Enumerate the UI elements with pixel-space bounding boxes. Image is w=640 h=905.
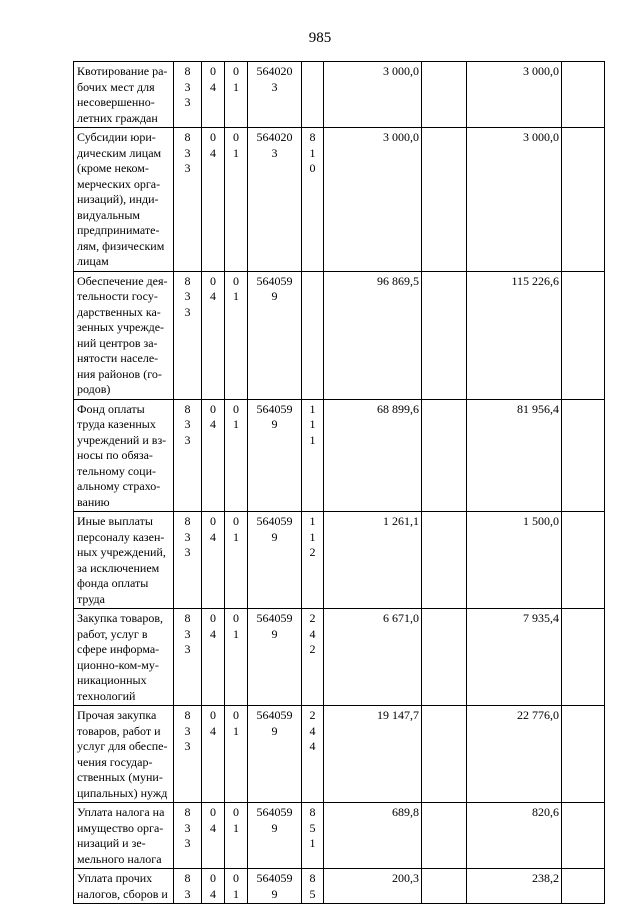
amount-year-2: 820,6 <box>467 803 562 869</box>
expense-type-code: 1 1 1 <box>302 399 324 512</box>
row-name: Квотирование ра- бочих мест для несовершенно- летних граждан <box>74 62 174 128</box>
ministry-code: 8 3 3 <box>174 803 202 869</box>
expense-type-code: 2 4 2 <box>302 609 324 706</box>
section-code: 0 4 <box>202 271 225 399</box>
ministry-code: 8 3 3 <box>174 706 202 803</box>
empty-cell <box>422 609 467 706</box>
amount-year-2: 115 226,6 <box>467 271 562 399</box>
section-code: 0 4 <box>202 609 225 706</box>
expense-type-code: 8 5 1 <box>302 803 324 869</box>
amount-year-1: 19 147,7 <box>324 706 422 803</box>
amount-year-1: 3 000,0 <box>324 62 422 128</box>
ministry-code: 8 3 3 <box>174 512 202 609</box>
table-row <box>74 609 605 706</box>
table-row <box>74 399 605 512</box>
expense-type-code: 2 4 4 <box>302 706 324 803</box>
section-code: 0 4 <box>202 62 225 128</box>
subsection-code: 0 1 <box>225 62 248 128</box>
amount-year-1: 200,3 <box>324 869 422 904</box>
empty-cell <box>422 512 467 609</box>
ministry-code: 8 3 3 <box>174 128 202 272</box>
amount-year-2: 3 000,0 <box>467 62 562 128</box>
subsection-code: 0 1 <box>225 609 248 706</box>
row-name: Уплата прочих налогов, сборов и <box>74 869 174 904</box>
target-article-code: 564020 3 <box>248 128 302 272</box>
page-number: 985 <box>308 30 332 46</box>
target-article-code: 564059 9 <box>248 512 302 609</box>
section-code: 0 4 <box>202 512 225 609</box>
section-code: 0 4 <box>202 869 225 904</box>
amount-year-1: 6 671,0 <box>324 609 422 706</box>
table-row <box>74 706 605 803</box>
subsection-code: 0 1 <box>225 869 248 904</box>
amount-year-1: 68 899,6 <box>324 399 422 512</box>
amount-year-2: 22 776,0 <box>467 706 562 803</box>
empty-cell <box>422 271 467 399</box>
ministry-code: 8 3 3 <box>174 271 202 399</box>
target-article-code: 564059 9 <box>248 271 302 399</box>
expense-type-code: 8 1 0 <box>302 128 324 272</box>
target-article-code: 564059 9 <box>248 803 302 869</box>
section-code: 0 4 <box>202 803 225 869</box>
amount-year-1: 1 261,1 <box>324 512 422 609</box>
subsection-code: 0 1 <box>225 271 248 399</box>
amount-year-2: 3 000,0 <box>467 128 562 272</box>
subsection-code: 0 1 <box>225 803 248 869</box>
ministry-code: 8 3 3 <box>174 609 202 706</box>
empty-cell <box>562 609 605 706</box>
empty-cell <box>562 399 605 512</box>
empty-cell <box>562 512 605 609</box>
amount-year-2: 238,2 <box>467 869 562 904</box>
target-article-code: 564020 3 <box>248 62 302 128</box>
expense-type-code: 1 1 2 <box>302 512 324 609</box>
empty-cell <box>562 803 605 869</box>
ministry-code: 8 3 3 <box>174 399 202 512</box>
row-name: Фонд оплаты труда казенных учреждений и вз- носы по обяза- тельному соци- альному страхо- ванию <box>74 399 174 512</box>
amount-year-2: 1 500,0 <box>467 512 562 609</box>
subsection-code: 0 1 <box>225 706 248 803</box>
budget-table-body <box>74 62 605 904</box>
amount-year-1: 3 000,0 <box>324 128 422 272</box>
amount-year-1: 689,8 <box>324 803 422 869</box>
empty-cell <box>562 869 605 904</box>
target-article-code: 564059 9 <box>248 706 302 803</box>
table-row <box>74 271 605 399</box>
amount-year-2: 81 956,4 <box>467 399 562 512</box>
row-name: Закупка товаров, работ, услуг в сфере информа- ционно-ком-му- никационных технологий <box>74 609 174 706</box>
subsection-code: 0 1 <box>225 399 248 512</box>
target-article-code: 564059 9 <box>248 609 302 706</box>
ministry-code: 8 3 <box>174 869 202 904</box>
table-row <box>74 869 605 904</box>
ministry-code: 8 3 3 <box>174 62 202 128</box>
subsection-code: 0 1 <box>225 512 248 609</box>
section-code: 0 4 <box>202 128 225 272</box>
expense-type-code <box>302 271 324 399</box>
row-name: Прочая закупка товаров, работ и услуг для обеспе- чения государ- ственных (муни- ципальных) нужд <box>74 706 174 803</box>
table-row <box>74 128 605 272</box>
target-article-code: 564059 9 <box>248 399 302 512</box>
empty-cell <box>422 62 467 128</box>
empty-cell <box>422 128 467 272</box>
target-article-code: 564059 9 <box>248 869 302 904</box>
amount-year-1: 96 869,5 <box>324 271 422 399</box>
empty-cell <box>422 869 467 904</box>
empty-cell <box>562 706 605 803</box>
table-row <box>74 803 605 869</box>
row-name: Обеспечение дея- тельности госу- дарственных ка- зенных учрежде- ний центров за- нятости населе- ния районов (го- родов) <box>74 271 174 399</box>
empty-cell <box>562 271 605 399</box>
section-code: 0 4 <box>202 706 225 803</box>
row-name: Иные выплаты персоналу казен- ных учреждений, за исключением фонда оплаты труда <box>74 512 174 609</box>
budget-table <box>73 61 605 904</box>
row-name: Уплата налога на имущество орга- низаций и зе- мельного налога <box>74 803 174 869</box>
row-name: Субсидии юри- дическим лицам (кроме неком- мерческих орга- низаций), инди- видуальным предпринимате- лям, физическим лицам <box>74 128 174 272</box>
empty-cell <box>422 399 467 512</box>
empty-cell <box>422 706 467 803</box>
section-code: 0 4 <box>202 399 225 512</box>
expense-type-code <box>302 62 324 128</box>
budget-table-container <box>73 61 604 901</box>
subsection-code: 0 1 <box>225 128 248 272</box>
table-row <box>74 62 605 128</box>
empty-cell <box>562 128 605 272</box>
empty-cell <box>422 803 467 869</box>
empty-cell <box>562 62 605 128</box>
expense-type-code: 8 5 <box>302 869 324 904</box>
table-row <box>74 512 605 609</box>
amount-year-2: 7 935,4 <box>467 609 562 706</box>
